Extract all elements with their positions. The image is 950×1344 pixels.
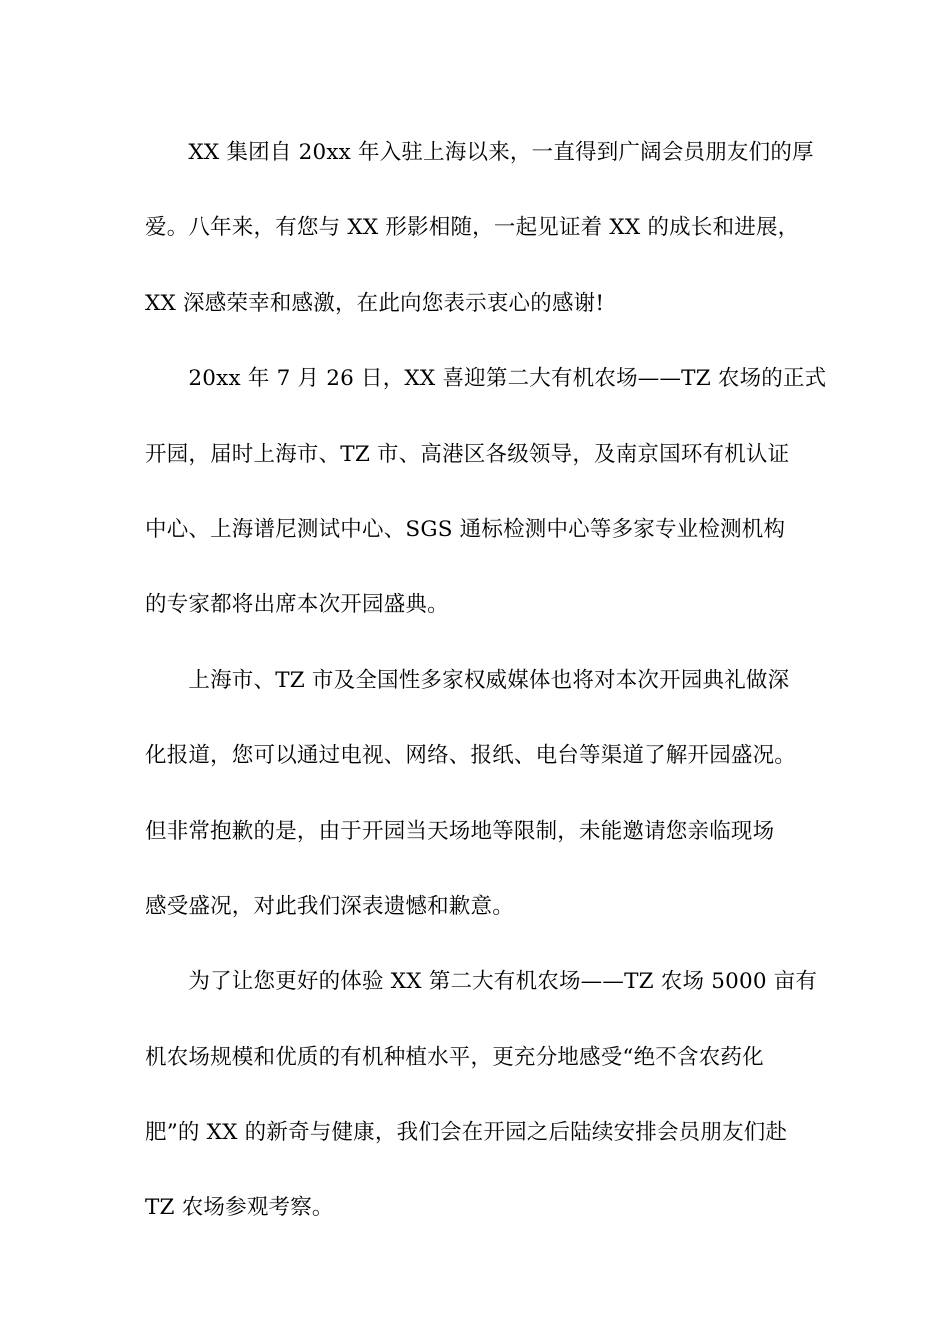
text-line: 肥”的 XX 的新奇与健康，我们会在开园之后陆续安排会员朋友们赴	[145, 1120, 788, 1146]
text-line: 为了让您更好的体验 XX 第二大有机农场——TZ 农场 5000 亩有	[145, 969, 818, 995]
paragraph-3	[145, 655, 809, 957]
text-line: TZ 农场参观考察。	[145, 1195, 334, 1221]
text-line: 但非常抱歉的是，由于开园当天场地等限制，未能邀请您亲临现场	[145, 818, 775, 844]
paragraph-4	[145, 956, 818, 1258]
paragraph-2	[145, 353, 827, 655]
document-body	[145, 127, 827, 1258]
text-line: 的专家都将出席本次开园盛典。	[145, 592, 449, 618]
text-line: 爱。八年来，有您与 XX 形影相随，一起见证着 XX 的成长和进展，	[145, 215, 800, 241]
text-line: 化报道，您可以通过电视、网络、报纸、电台等渠道了解开园盛况。	[145, 743, 797, 769]
text-line: 感受盛况，对此我们深表遗憾和歉意。	[145, 893, 514, 919]
paragraph-1	[145, 127, 814, 353]
text-line: 20xx 年 7 月 26 日，XX 喜迎第二大有机农场——TZ 农场的正式	[145, 366, 827, 392]
text-line: XX 集团自 20xx 年入驻上海以来，一直得到广阔会员朋友们的厚	[145, 140, 814, 165]
text-line: 上海市、TZ 市及全国性多家权威媒体也将对本次开园典礼做深	[145, 667, 790, 693]
text-line: 中心、上海谱尼测试中心、SGS 通标检测中心等多家专业检测机构	[145, 516, 786, 542]
text-line: 机农场规模和优质的有机种植水平，更充分地感受“绝不含农药化	[145, 1044, 764, 1070]
text-line: XX 深感荣幸和感激，在此向您表示衷心的感谢!	[145, 290, 605, 316]
text-line: 开园，届时上海市、TZ 市、高港区各级领导，及南京国环有机认证	[145, 441, 790, 467]
